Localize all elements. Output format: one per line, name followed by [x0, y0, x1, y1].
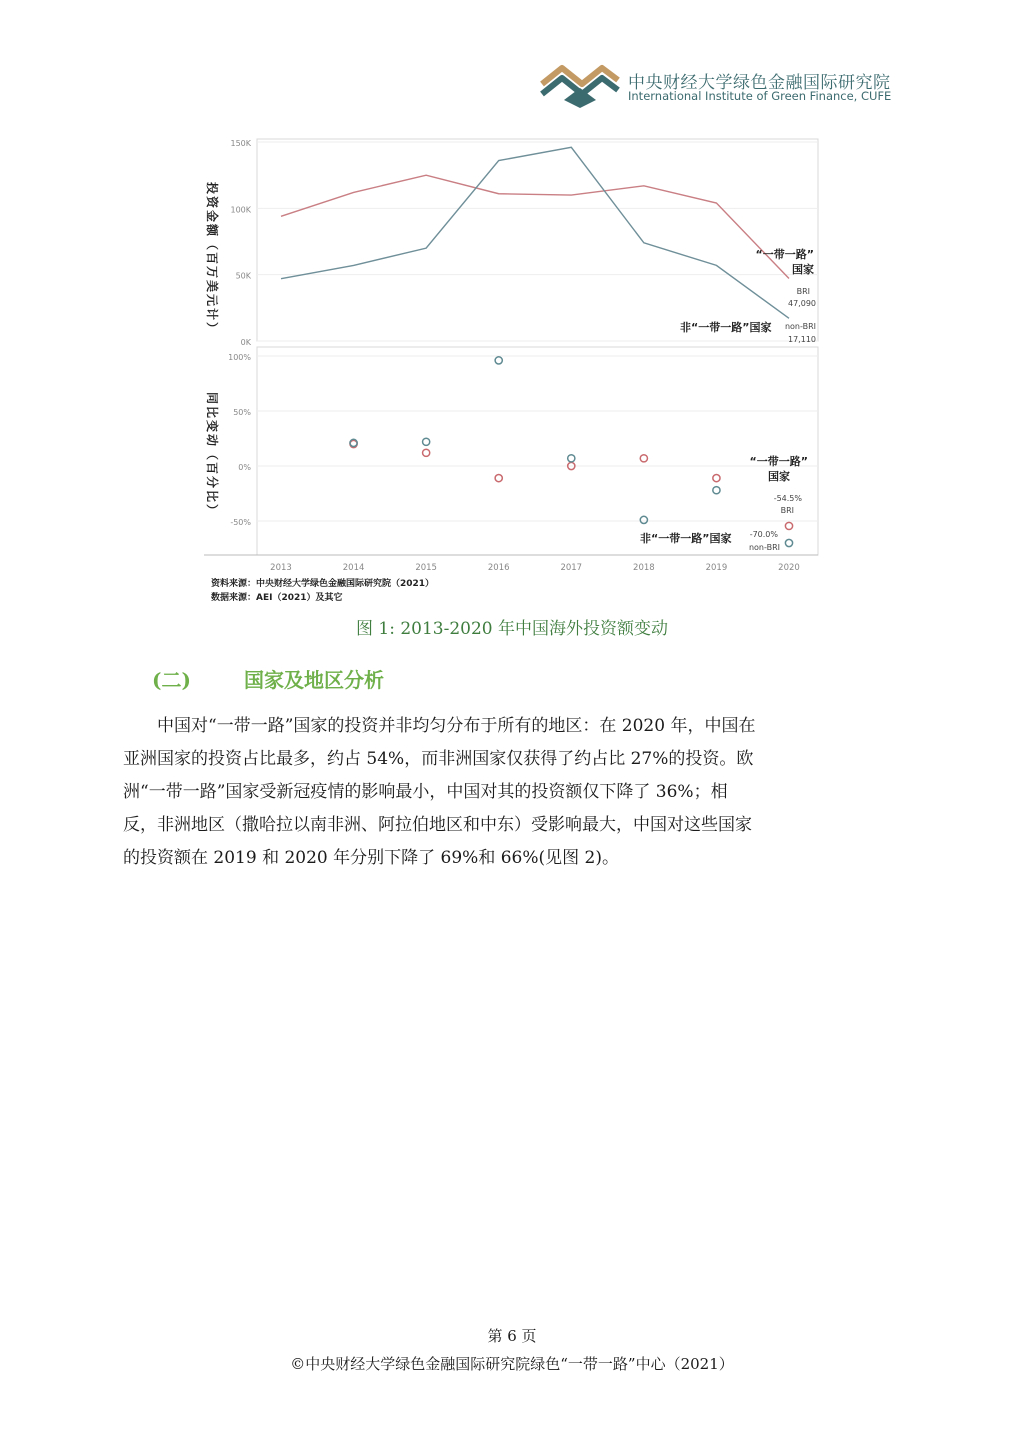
bottom-plot-frame — [257, 347, 818, 555]
nonbri-annotation-name: 非“一带一路”国家 — [680, 321, 772, 334]
nonbri-change-point — [495, 357, 502, 364]
section-title: 国家及地区分析 — [244, 668, 384, 692]
top-plot-frame — [257, 139, 818, 341]
nonbri-change-annotation-tag: non-BRI — [748, 543, 780, 552]
paragraph-line: 亚洲国家的投资占比最多，约占 54%，而非洲国家仅获得了约占比 27%的投资。欧 — [123, 749, 754, 769]
section-heading — [152, 664, 384, 693]
x-tick-label: 2020 — [778, 563, 800, 573]
bri-change-point — [423, 449, 430, 456]
bottom-y-axis-label: 同比变动（百分比） — [205, 392, 219, 519]
nonbri-change-point — [640, 516, 647, 523]
x-tick-label: 2018 — [633, 563, 655, 573]
paragraph-line: 反，非洲地区（撒哈拉以南非洲、阿拉伯地区和中东）受影响最大，中国对这些国家 — [123, 815, 752, 835]
institute-logo-icon — [538, 58, 622, 108]
bri-change-annotation-name-2: 国家 — [768, 470, 790, 483]
nonbri-change-point — [713, 487, 720, 494]
nonbri-change-point — [568, 455, 575, 462]
section-number: (二) — [152, 668, 191, 692]
bottom-panel — [205, 347, 818, 555]
nonbri-change-annotation-name: 非“一带一路”国家 — [640, 532, 732, 545]
bri-change-annotation-value: -54.5% — [773, 494, 802, 503]
investment-chart — [196, 134, 836, 574]
institute-name-cn: 中央财经大学绿色金融国际研究院 — [628, 73, 891, 93]
x-tick-label: 2013 — [270, 563, 292, 573]
paragraph-line: 的投资额在 2019 和 2020 年分别下降了 69%和 66%(见图 2)。 — [123, 848, 620, 868]
bri-annotation-tag: BRI — [796, 287, 810, 296]
bri-change-point — [640, 455, 647, 462]
top-panel — [205, 139, 818, 347]
nonbri-annotation-tag: non-BRI — [784, 322, 816, 331]
page-number: 第 6 页 — [487, 1327, 537, 1345]
nonbri-investment-line — [281, 147, 789, 318]
x-tick-label: 2019 — [705, 563, 728, 573]
top-y-tick-label: 0K — [240, 338, 251, 347]
bottom-y-tick-label: 50% — [233, 408, 251, 417]
body-paragraph — [123, 710, 903, 875]
bri-change-point — [785, 522, 792, 529]
x-axis — [204, 555, 818, 573]
paragraph-line: 洲“一带一路”国家受新冠疫情的影响最小，中国对其的投资额仅下降了 36%；相 — [123, 782, 728, 802]
bri-investment-line — [281, 175, 789, 278]
top-y-axis-label: 投资金额（百万美元计） — [205, 182, 219, 337]
bri-change-annotation-name: “一带一路” — [749, 455, 808, 468]
nonbri-change-annotation-value: -70.0% — [749, 530, 778, 539]
institute-name-en: International Institute of Green Finance, CUFE — [628, 89, 892, 103]
bottom-y-tick-label: -50% — [230, 518, 251, 527]
nonbri-annotation-value: 17,110 — [788, 335, 816, 344]
top-y-tick-label: 100K — [230, 205, 251, 215]
top-y-tick-label: 150K — [230, 139, 251, 148]
bri-annotation-name: “一带一路” — [755, 248, 814, 261]
x-tick-label: 2017 — [560, 563, 583, 573]
nonbri-change-point — [423, 438, 430, 445]
footer-copyright: ©中央财经大学绿色金融国际研究院绿色“一带一路”中心（2021） — [290, 1355, 734, 1373]
source-line-1: 资料来源：中央财经大学绿色金融国际研究院（2021） — [211, 579, 435, 589]
nonbri-change-point — [785, 539, 792, 546]
bri-change-point — [713, 475, 720, 482]
page-header — [538, 58, 898, 114]
bottom-y-tick-label: 100% — [228, 353, 251, 362]
bri-annotation-name-2: 国家 — [792, 263, 814, 276]
x-tick-label: 2015 — [415, 563, 437, 573]
top-y-tick-label: 50K — [235, 271, 251, 281]
bri-change-annotation-tag: BRI — [780, 506, 794, 515]
paragraph-line: 中国对“一带一路”国家的投资并非均匀分布于所有的地区：在 2020 年，中国在 — [157, 716, 756, 736]
figure-caption: 图 1: 2013-2020 年中国海外投资额变动 — [355, 619, 669, 639]
x-tick-label: 2014 — [342, 563, 365, 573]
x-tick-label: 2016 — [487, 563, 510, 573]
bri-change-point — [495, 475, 502, 482]
bottom-y-tick-label: 0% — [238, 463, 251, 472]
bri-annotation-value: 47,090 — [788, 299, 816, 308]
source-line-2: 数据来源：AEI（2021）及其它 — [211, 593, 343, 603]
